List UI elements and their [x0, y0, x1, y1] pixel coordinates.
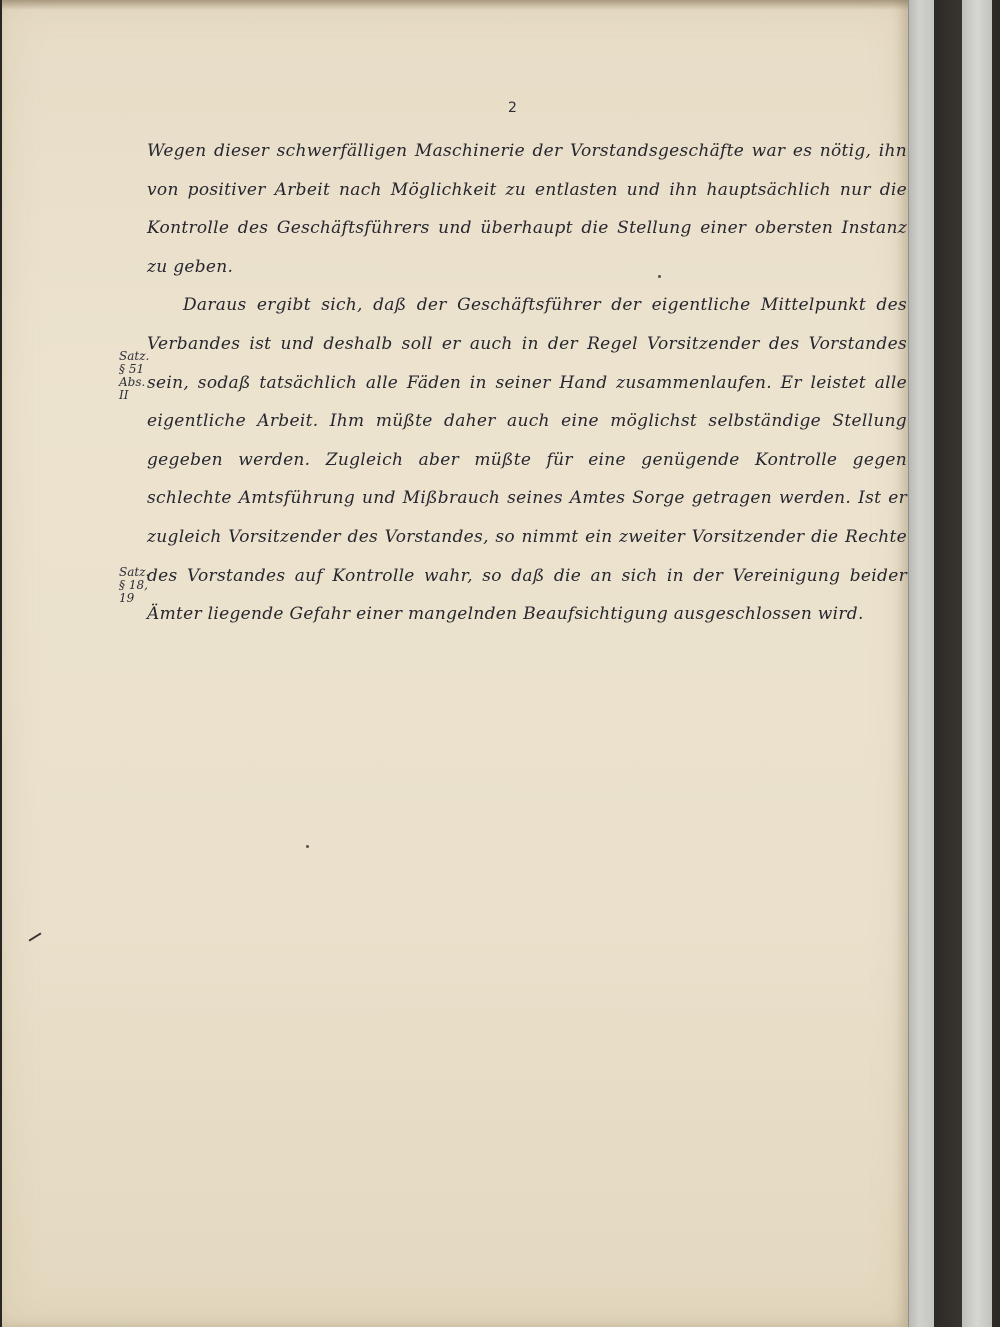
margin-note-1-line-2: § 51	[119, 362, 145, 376]
page-number: 2	[508, 100, 517, 116]
binding-cloth	[908, 0, 935, 1327]
margin-note-2-line-2: § 18,	[119, 578, 148, 592]
paper-speck	[658, 275, 661, 278]
paper-speck	[306, 845, 309, 848]
paragraph-1: Wegen dieser schwerfälligen Maschinerie der Vorstandsgeschäfte war es nötig, ihn von positiver Arbeit nach Möglichkeit zu entlasten und ihn hauptsächlich nur die Kontrolle des Geschäftsführers und überhaupt die Stellung einer obersten Instanz zu geben.	[147, 141, 907, 277]
margin-note-1-line-3: Abs. II	[119, 375, 146, 402]
paper-sheet	[2, 0, 908, 1327]
paragraph-2: Daraus ergibt sich, daß der Geschäftsführer der eigentliche Mittelpunkt des Verbandes ist und deshalb soll er auch in der Regel Vorsitzender des Vorstandes sein, sodaß tatsächlich alle Fäden in seiner Hand zusammenlaufen. Er leistet alle eigentliche Arbeit. Ihm müßte daher auch eine möglichst selbständige Stellung gegeben werden. Zugleich aber müßte für eine genügende Kontrolle gegen schlechte Amtsführung und Mißbrauch seines Amtes Sorge getragen werden. Ist er zugleich Vorsitzender des Vorstandes, so nimmt ein zweiter Vorsitzender die Rechte des Vorstandes auf Kontrolle wahr, so daß die an sich in der Vereinigung beider Ämter liegende Gefahr einer mangelnden Beaufsichtigung ausgeschlossen wird.	[147, 295, 907, 625]
margin-note-1-line-1: Satz.	[119, 349, 150, 363]
binding-cloth-outer	[962, 0, 992, 1327]
margin-note-2-line-3: 19	[119, 591, 135, 605]
pencil-mark	[29, 932, 42, 941]
handwritten-body	[147, 132, 907, 634]
margin-note-2	[119, 566, 149, 605]
margin-note-1	[119, 350, 149, 402]
paper-top-shadow	[2, 0, 908, 10]
margin-note-2-line-1: Satz.	[119, 565, 150, 579]
